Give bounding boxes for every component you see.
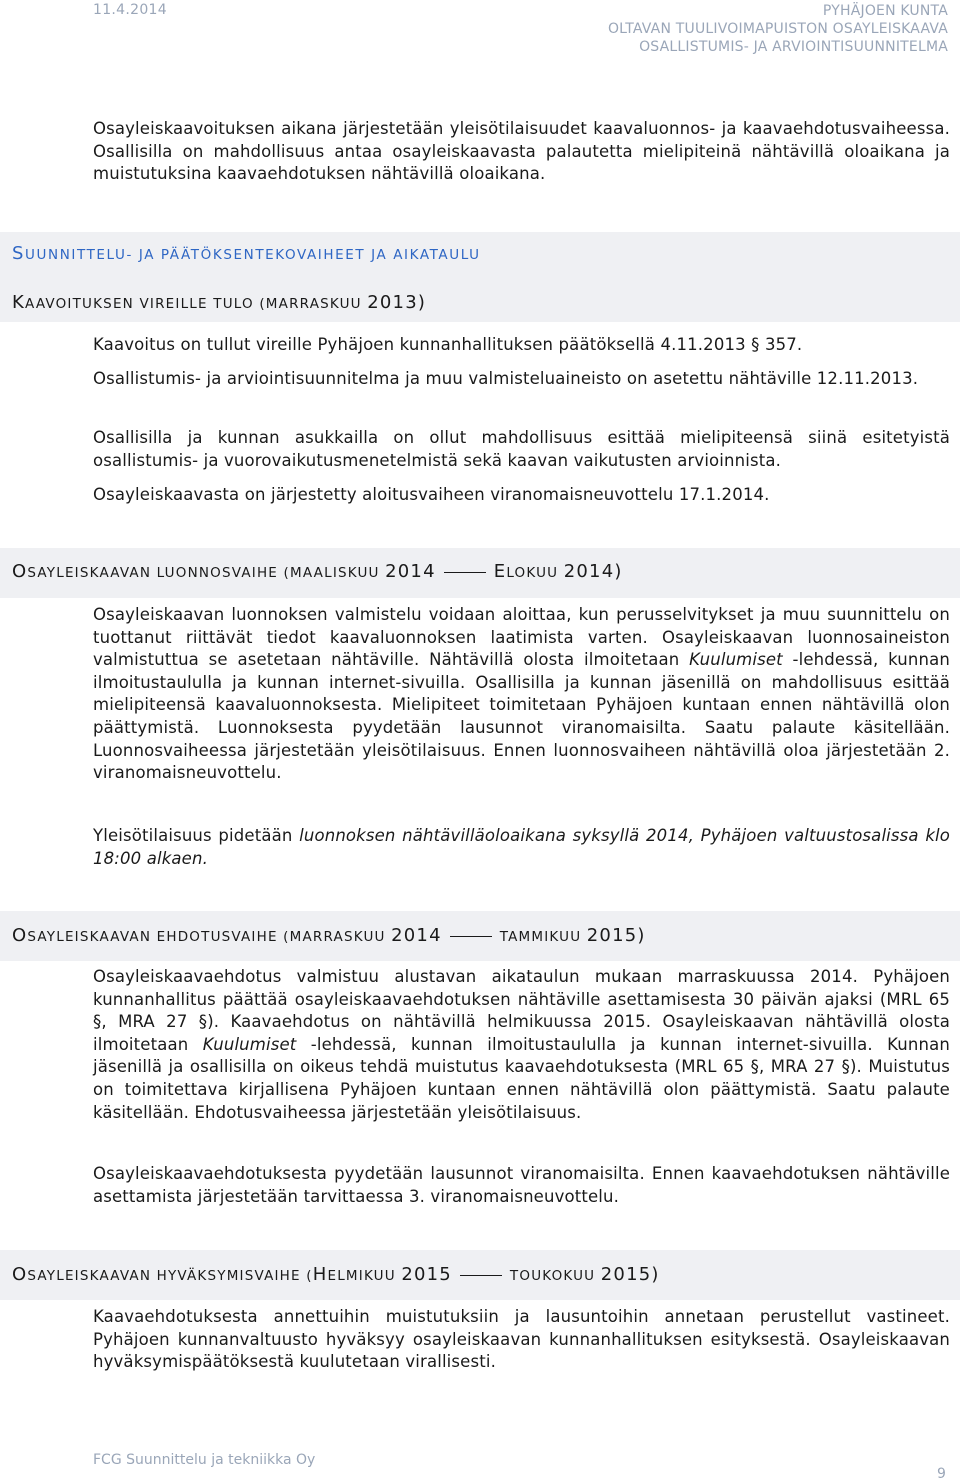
- initiation-paragraph-1: Kaavoitus on tullut vireille Pyhäjoen kunnanhallituksen päätöksellä 4.11.2013 § 357.: [93, 335, 803, 354]
- draft-phase-paragraph-2: Yleisötilaisuus pidetään luonnoksen nähtävilläoloaikana syksyllä 2014, Pyhäjoen valtuustosalissa klo 18:00 alkaen.: [93, 826, 950, 868]
- page-number: 9: [937, 1466, 946, 1482]
- subsection-heading-initiation: KAAVOITUKSEN VIREILLE TULO (MARRASKUU 2013): [12, 292, 427, 313]
- initiation-paragraph-4: Osayleiskaavasta on järjestetty aloitusvaiheen viranomaisneuvottelu 17.1.2014.: [93, 485, 770, 504]
- initiation-paragraph-3: Osallisilla ja kunnan asukkailla on ollut mahdollisuus esittää mielipiteensä siinä esitetyistä osallistumis- ja vuorovaikutusmenetelmistä sekä kaavan vaikutusten arvioinnista.: [93, 428, 950, 470]
- intro-paragraph: Osayleiskaavoituksen aikana järjestetään yleisötilaisuudet kaavaluonnos- ja kaavaehdotusvaiheessa. Osallisilla on mahdollisuus antaa osayleiskaavasta palautetta mielipiteinä nähtävillä oloaikana ja muistutuksina kaavaehdotuksen nähtävillä oloaikana.: [93, 119, 950, 184]
- header-plan-name: OLTAVAN TUULIVOIMAPUISTON OSAYLEISKAAVA: [607, 21, 948, 37]
- footer-company: FCG Suunnittelu ja tekniikka Oy: [93, 1452, 316, 1468]
- subsection-heading-draft-phase: OSAYLEISKAAVAN LUONNOSVAIHE (MAALISKUU 2014 ELOKUU 2014): [12, 561, 623, 582]
- draft-phase-paragraph-1: Osayleiskaavan luonnoksen valmistelu voidaan aloittaa, kun perusselvitykset ja muu suunnittelu on tuottanut riittävät tiedot kaavaluonnoksen laatimista varten. Osayleiskaavan luonnosaineiston valmistuttua se asetetaan nähtäville. Nähtävillä olosta ilmoitetaan Kuulumiset -lehdessä, kunnan ilmoitustaululla ja kunnan internet-sivuilla. Osallisilla ja kunnan jäsenillä on mahdollisuus esittää mielipiteensä kaavaluonnoksesta. Mielipiteet toimitetaan Pyhäjoen kuntaan ennen nähtävillä olon päättymistä. Luonnoksesta pyydetään lausunnot viranomaisilta. Saatu palaute käsitellään. Luonnosvaiheessa järjestetään yleisötilaisuus. Ennen luonnosvaiheen nähtävillä oloa järjestetään 2. viranomaisneuvottelu.: [93, 605, 950, 783]
- proposal-phase-paragraph-2: Osayleiskaavaehdotuksesta pyydetään lausunnot viranomaisilta. Ennen kaavaehdotuksen nähtäville asettamista järjestetään tarvittaessa 3. viranomaisneuvottelu.: [93, 1164, 950, 1206]
- header-org: PYHÄJOEN KUNTA: [822, 3, 948, 19]
- header-titles: [608, 2, 948, 56]
- subsection-heading-approval-phase: OSAYLEISKAAVAN HYVÄKSYMISVAIHE (HELMIKUU 2015 TOUKOKUU 2015): [12, 1264, 660, 1285]
- subsection-heading-proposal-phase: OSAYLEISKAAVAN EHDOTUSVAIHE (MARRASKUU 2014 TAMMIKUU 2015): [12, 925, 646, 946]
- header-document-type: OSALLISTUMIS- JA ARVIOINTISUUNNITELMA: [639, 39, 948, 55]
- approval-phase-paragraph: Kaavaehdotuksesta annettuihin muistutuksiin ja lausuntoihin annetaan perustellut vastineet. Pyhäjoen kunnanvaltuusto hyväksyy osayleiskaavan kunnanhallituksen esityksestä. Osayleiskaavan hyväksymispäätöksestä kuulutetaan virallisesti.: [93, 1307, 950, 1372]
- proposal-phase-paragraph-1: Osayleiskaavaehdotus valmistuu alustavan aikataulun mukaan marraskuussa 2014. Pyhäjoen kunnanhallitus päättää osayleiskaavaehdotuksen nähtäville asettamisesta 30 päivän ajaksi (MRL 65 §, MRA 27 §). Kaavaehdotus on nähtävillä helmikuussa 2015. Osayleiskaavan nähtävillä olosta ilmoitetaan Kuulumiset -lehdessä, kunnan ilmoitustaululla ja kunnan internet-sivuilla. Kunnan jäsenillä ja osallisilla on oikeus tehdä muistutus kaavaehdotuksesta (MRL 65 §, MRA 27 §). Muistutus on toimitettava kirjallisena Pyhäjoen kuntaan ennen nähtävillä olon päättymistä. Saatu palaute käsitellään. Ehdotusvaiheessa järjestetään yleisötilaisuus.: [93, 967, 950, 1122]
- section-heading-schedule: SUUNNITTELU- JA PÄÄTÖKSENTEKOVAIHEET JA AIKATAULU: [12, 243, 481, 264]
- initiation-paragraph-2: Osallistumis- ja arviointisuunnitelma ja muu valmisteluaineisto on asetettu nähtäville 12.11.2013.: [93, 369, 919, 388]
- header-date: 11.4.2014: [93, 2, 167, 18]
